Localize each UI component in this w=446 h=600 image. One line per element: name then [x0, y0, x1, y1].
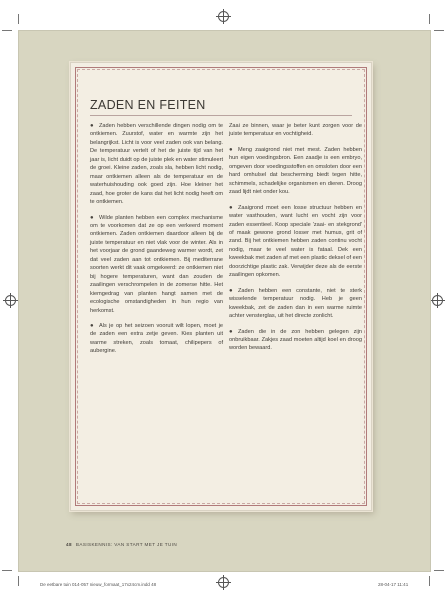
left-column: [90, 122, 223, 363]
slug-datetime: 28-04-17 11:41: [378, 582, 409, 587]
parchment-note: [70, 62, 372, 511]
paragraph: ● Wilde planten hebben een complex mechanisme om te voorkomen dat ze op een verkeerd moment ontkiemen. Zaden ontkiemen daardoor alleen bij de juiste temperatuur en niet vlak voor de winter. Als in het voorjaar de grond gaandeweg warmer wordt, zet dat veel zaden aan tot ontkiemen. Bij mediterrane soorten werkt dit vaak omgekeerd: ze ontkiemen niet bij hogere temperaturen, want dan zouden de zaailingen verschrompelen in de zomerse hitte. Het kiemgedrag van planten hangt samen met de ecologische omstandigheden in hun regio van herkomst.: [90, 214, 223, 314]
crop-mark: [2, 570, 12, 571]
paragraph: ● Als je op het seizoen vooruit wilt lopen, moet je de zaden een extra zetje geven. Kies planten uit warme streken, zoals tomaat, chilipepers of aubergine.: [90, 322, 223, 355]
paragraph: ● Meng zaaigrond niet met mest. Zaden hebben hun eigen voedingsbron. Een zaadje is een embryo, omgeven door voedingsstoffen en omsloten door een hard omhulsel dat bescherming biedt tegen hitte, schimmels, schadelijke organismen en dieren. Droog zaad lijdt niet onder kou.: [229, 146, 362, 196]
paragraph: ● Zaaigrond moet een losse structuur hebben en water vasthouden, want lucht en vocht zijn voor zaden essentieel. Koop speciale 'zaai- en stekgrond' of maak gewone grond losser met humus, grit of zand. Bij het ontkiemen hebben zaden continu vocht nodig, maar te veel water is fataal. Dek een kweekbak met zaden af met een plastic deksel of een doorzichtige plastic zak. Verwijder deze als de eerste zaailingen opkomen.: [229, 204, 362, 279]
crop-mark: [2, 30, 12, 31]
page-footer: [66, 542, 177, 547]
running-head: BASISKENNIS: VAN START MET JE TUIN: [75, 542, 178, 547]
crop-mark: [429, 576, 430, 586]
paragraph-continued: Zaai ze binnen, waar je beter kunt zorgen voor de juiste temperatuur en vochtigheid.: [229, 123, 362, 138]
registration-mark-top: [218, 11, 229, 22]
page-number: 48: [66, 542, 72, 547]
right-column: [229, 122, 362, 360]
registration-mark-left: [5, 295, 16, 306]
note-frame: [75, 67, 367, 506]
title-divider: [90, 115, 352, 116]
page-title: ZADEN EN FEITEN: [90, 98, 206, 112]
registration-mark-bottom: [218, 577, 229, 588]
paragraph: ● Zaden die in de zon hebben gelegen zijn onbruikbaar. Zakjes zaad moeten altijd koel en droog worden bewaard.: [229, 328, 362, 352]
bullet-icon: ●: [229, 328, 233, 335]
crop-mark: [429, 14, 430, 24]
registration-mark-right: [432, 295, 443, 306]
crop-mark: [18, 14, 19, 24]
crop-mark: [434, 570, 444, 571]
bullet-icon: ●: [90, 322, 94, 329]
crop-mark: [18, 576, 19, 586]
crop-mark: [434, 30, 444, 31]
slug-file: De eetbare tuin 014-057 nieuw_formaat_17x24cm.indd 48: [40, 582, 157, 587]
bullet-icon: ●: [229, 146, 233, 153]
bullet-icon: ●: [229, 287, 233, 294]
bullet-icon: ●: [229, 204, 233, 211]
paragraph: ● Zaden hebben een constante, niet te sterk wisselende temperatuur nodig. Heb je geen kweekbak, zet de zaden dan in een warme ruimte achter vensterglas, uit het directe zonlicht.: [229, 287, 362, 320]
bullet-icon: ●: [90, 214, 94, 221]
bullet-icon: ●: [90, 123, 94, 129]
paragraph: ● Zaden hebben verschillende dingen nodig om te ontkiemen. Zuurstof, water en warmte zijn het belangrijkst. Licht is voor veel zaden ook van belang. De temperatuur vertelt of het de juiste tijd van het jaar is, licht duidt op de juiste plek en water stimuleert de groei. Kleine zaden, zoals sla, hebben licht nodig, maar ontkiemen alleen als de temperatuur en de waterhuishouding ook goed zijn. Hoe kleiner het zaad, hoe groter de kans dat het licht nodig heeft om te ontkiemen.: [90, 123, 223, 206]
